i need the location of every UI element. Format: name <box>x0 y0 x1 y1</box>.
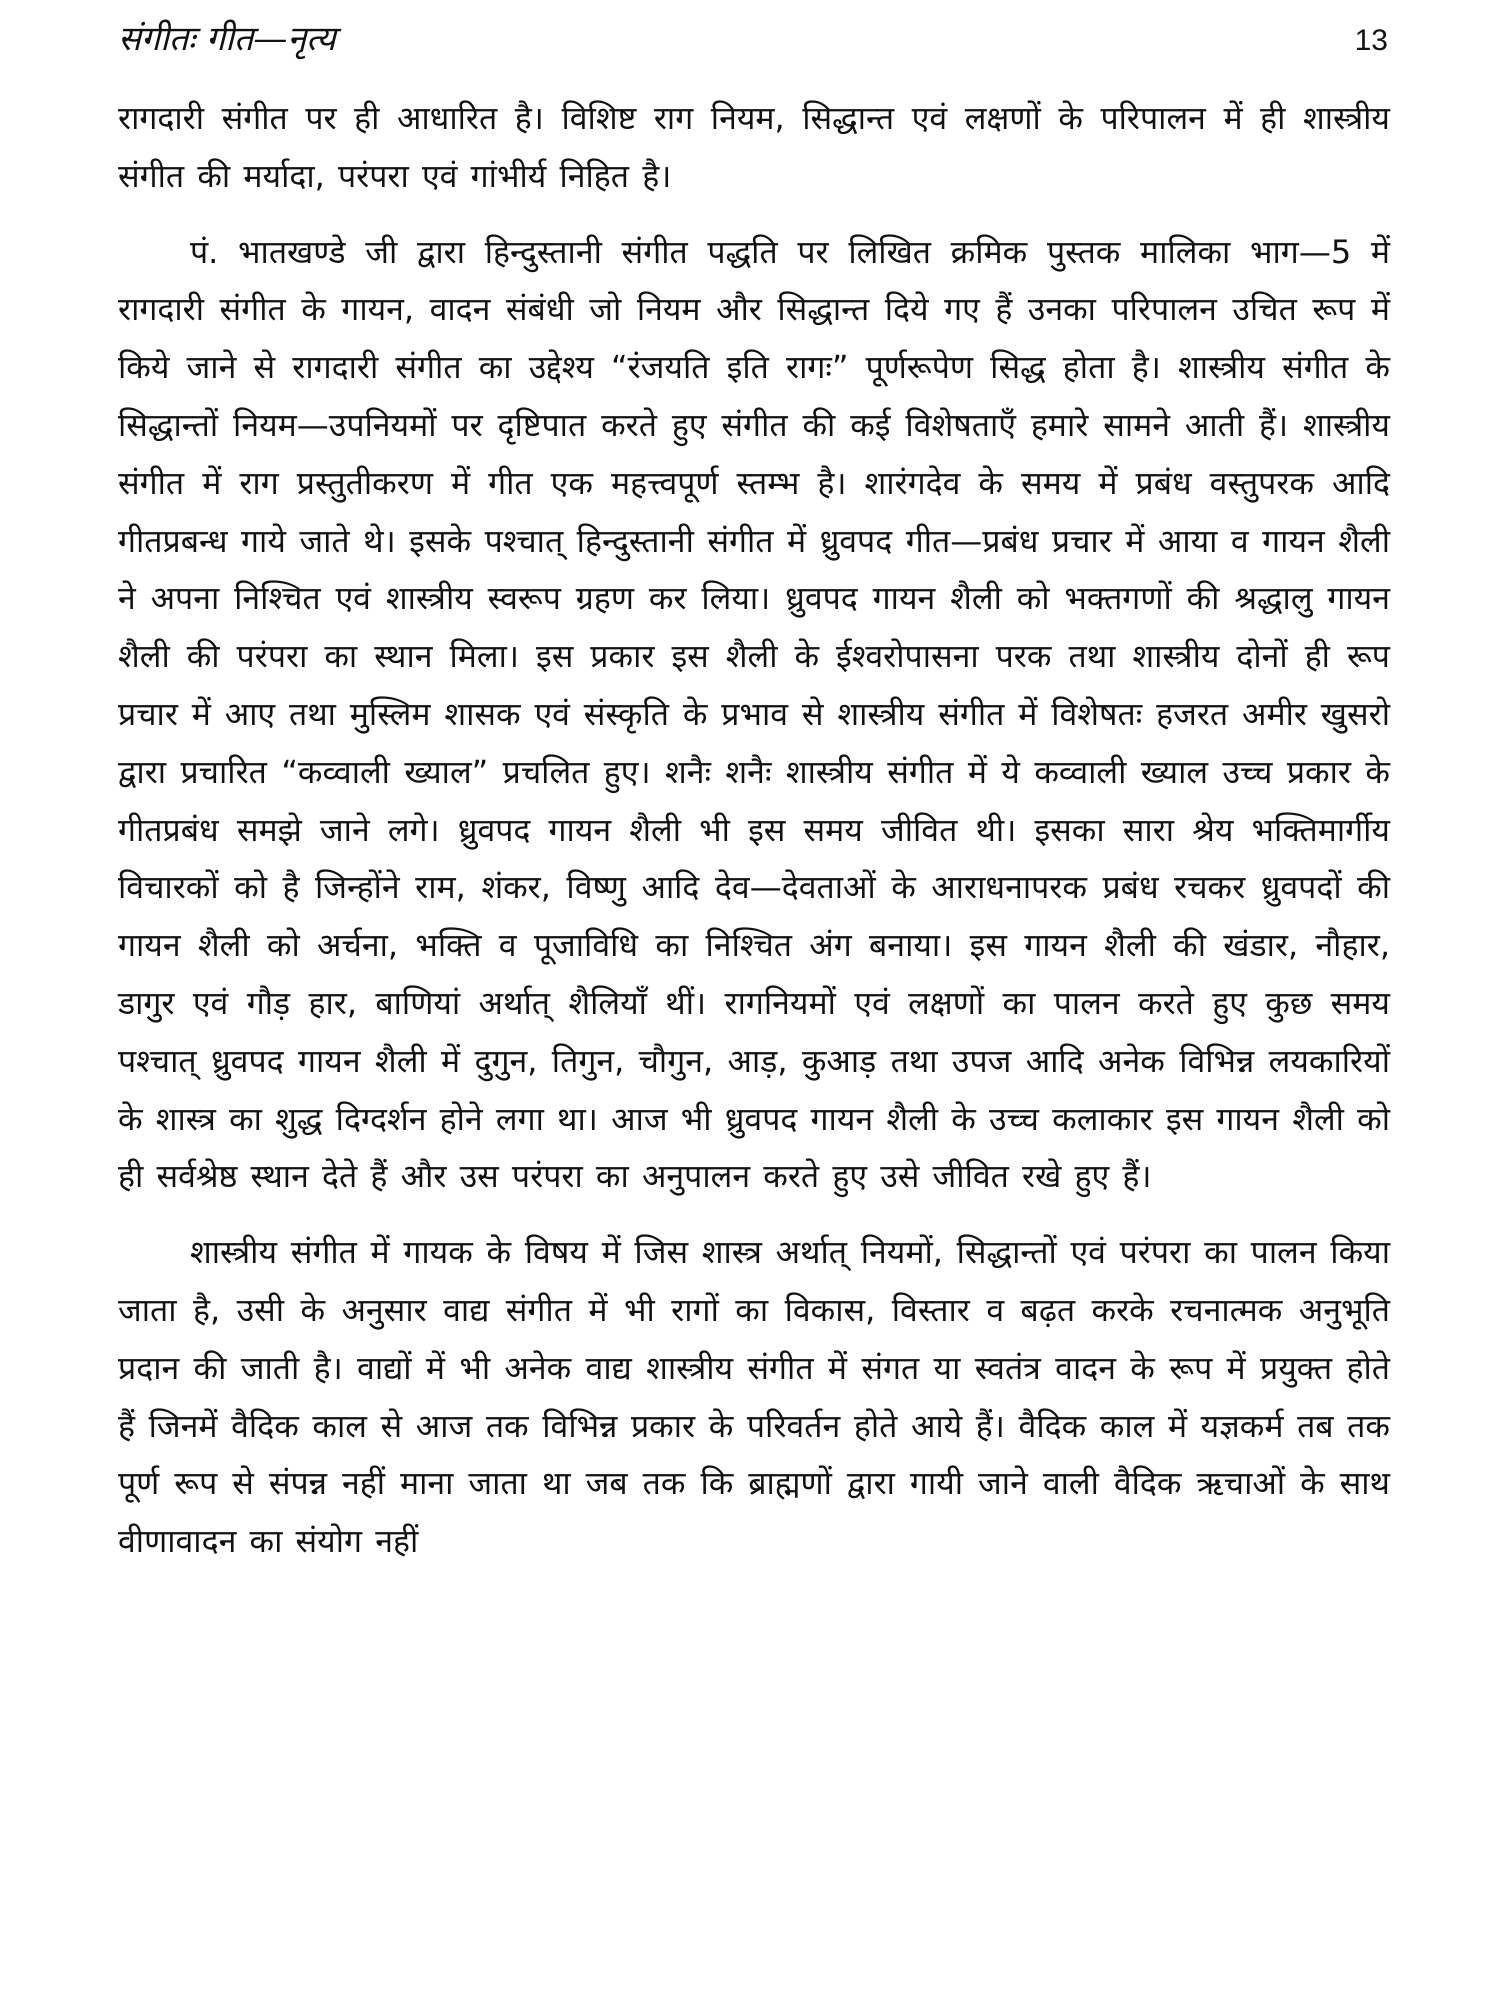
running-title: संगीतः गीत—नृत्य <box>118 19 336 59</box>
body-text <box>118 90 1390 1571</box>
paragraph-instrumental: शास्त्रीय संगीत में गायक के विषय में जिस शास्त्र अर्थात् नियमों, सिद्धान्तों एवं परंपरा का पालन किया जाता है, उसी के अनुसार वाद्य संगीत में भी रागों का विकास, विस्तार व बढ़त करके रचनात्मक अनुभूति प्रदान की जाती है। वाद्यों में भी अनेक वाद्य शास्त्रीय संगीत में संगत या स्वतंत्र वादन के रूप में प्रयुक्त होते हैं जिनमें वैदिक काल से आज तक विभिन्न प्रकार के परिवर्तन होते आये हैं। वैदिक काल में यज्ञकर्म तब तक पूर्ण रूप से संपन्न नहीं माना जाता था जब तक कि ब्राह्मणों द्वारा गायी जाने वाली वैदिक ऋचाओं के साथ वीणावादन का संयोग नहीं <box>118 1233 1390 1561</box>
running-header <box>118 14 1390 84</box>
page-number: 13 <box>1354 24 1388 57</box>
paragraph-bhatkhande: पं. भातखण्डे जी द्वारा हिन्दुस्तानी संगीत पद्धति पर लिखित क्रमिक पुस्तक मालिका भाग—5 में रागदारी संगीत के गायन, वादन संबंधी जो नियम और सिद्धान्त दिये गए हैं उनका परिपालन उचित रूप में किये जाने से रागदारी संगीत का उद्देश्य “रंजयति इति रागः” पूर्णरूपेण सिद्ध होता है। शास्त्रीय संगीत के सिद्धान्तों नियम—उपनियमों पर दृष्टिपात करते हुए संगीत की कई विशेषताएँ हमारे सामने आती हैं। शास्त्रीय संगीत में राग प्रस्तुतीकरण में गीत एक महत्त्वपूर्ण स्तम्भ है। शारंगदेव के समय में प्रबंध वस्तुपरक आदि गीतप्रबन्ध गाये जाते थे। इसके पश्चात् हिन्दुस्तानी संगीत में ध्रुवपद गीत—प्रबंध प्रचार में आया व गायन शैली ने अपना निश्चित एवं शास्त्रीय स्वरूप ग्रहण कर लिया। ध्रुवपद गायन शैली को भक्तगणों की श्रद्धालु गायन शैली की परंपरा का स्थान मिला। इस प्रकार इस शैली के ईश्वरोपासना परक तथा शास्त्रीय दोनों ही रूप प्रचार में आए तथा मुस्लिम शासक एवं संस्कृति के प्रभाव से शास्त्रीय संगीत में विशेषतः हजरत अमीर खुसरो द्वारा प्रचारित “कव्वाली ख्याल” प्रचलित हुए। शनैः शनैः शास्त्रीय संगीत में ये कव्वाली ख्याल उच्च प्रकार के गीतप्रबंध समझे जाने लगे। ध्रुवपद गायन शैली भी इस समय जीवित थी। इसका सारा श्रेय भक्तिमार्गीय विचारकों को है जिन्होंने राम, शंकर, विष्णु आदि देव—देवताओं के आराधनापरक प्रबंध रचकर ध्रुवपदों की गायन शैली को अर्चना, भक्ति व पूजाविधि का निश्चित अंग बनाया। इस गायन शैली की खंडार, नौहार, डागुर एवं गौड़ हार, बाणियां अर्थात् शैलियाँ थीं। रागनियमों एवं लक्षणों का पालन करते हुए कुछ समय पश्चात् ध्रुवपद गायन शैली में दुगुन, तिगुन, चौगुन, आड़, कुआड़ तथा उपज आदि अनेक विभिन्न लयकारियों के शास्त्र का शुद्ध दिग्दर्शन होने लगा था। आज भी ध्रुवपद गायन शैली के उच्च कलाकार इस गायन शैली को ही सर्वश्रेष्ठ स्थान देते हैं और उस परंपरा का अनुपालन करते हुए उसे जीवित रखे हुए हैं। <box>118 232 1390 1196</box>
paragraph-continued: रागदारी संगीत पर ही आधारित है। विशिष्ट राग नियम, सिद्धान्त एवं लक्षणों के परिपालन में ही शास्त्रीय संगीत की मर्यादा, परंपरा एवं गांभीर्य निहित है। <box>118 99 1390 195</box>
